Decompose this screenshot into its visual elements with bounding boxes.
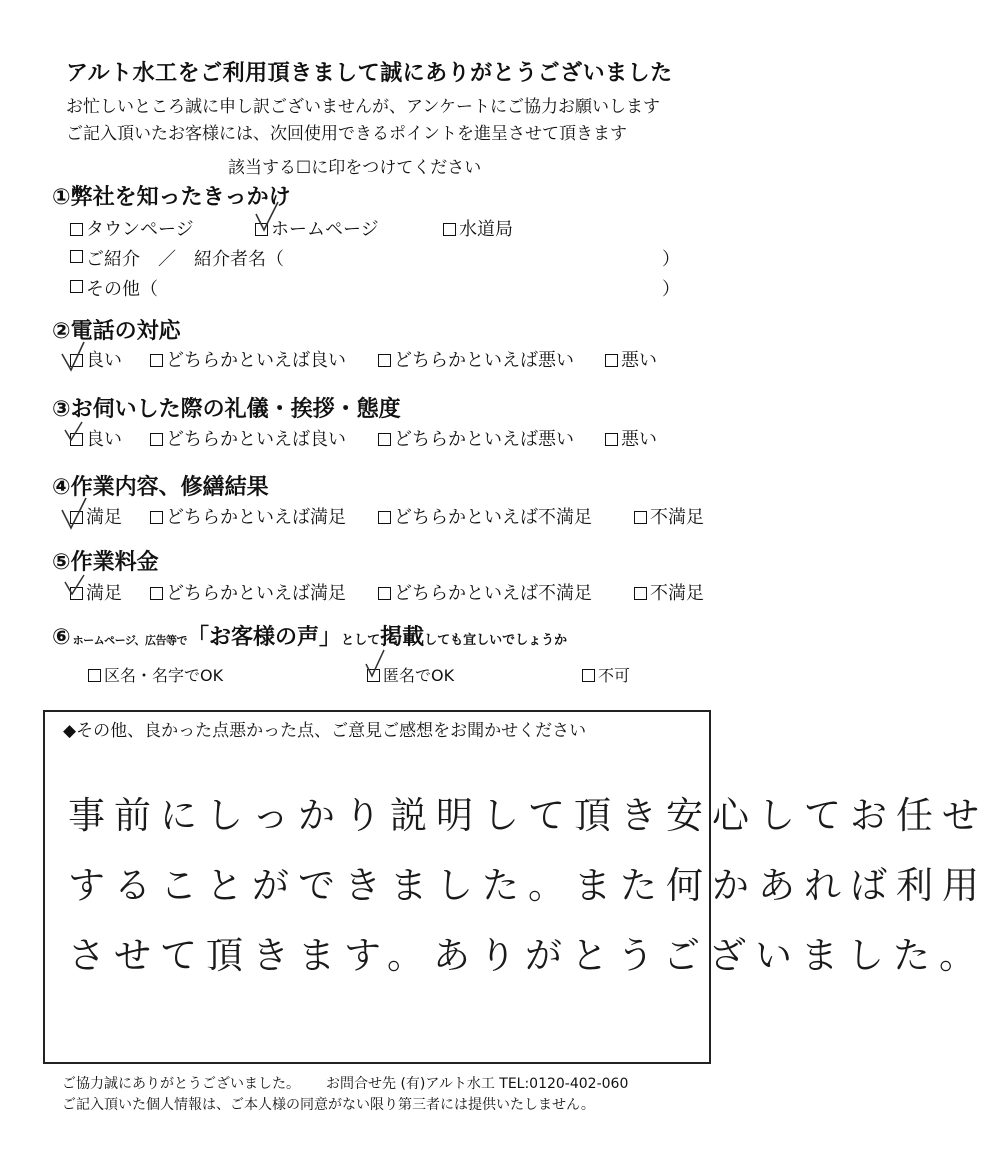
q4-option-fairly-unsatisfied[interactable]: どちらかといえば不満足 xyxy=(378,503,592,529)
footer-thanks-contact: ご協力誠にありがとうございました。 お問合せ先 (有)アルト水工 TEL:0120-402-060 xyxy=(62,1076,629,1092)
q2-option-good[interactable]: 良い xyxy=(70,346,122,372)
q6-option-not-allowed[interactable]: 不可 xyxy=(582,663,630,686)
q5-option-fairly-satisfied[interactable]: どちらかといえば満足 xyxy=(150,579,346,605)
q4-option-unsatisfied[interactable]: 不満足 xyxy=(634,503,704,529)
q3-option-bad[interactable]: 悪い xyxy=(605,425,657,451)
handwritten-line-1: 事前にしっかり説明して頂き安心してお任せ xyxy=(68,794,988,837)
q6-option-name-ok[interactable]: 区名・名字でOK xyxy=(88,663,223,686)
q2-title: ②電話の対応 xyxy=(52,319,181,344)
checkmark-icon xyxy=(58,336,92,374)
referral-name-field[interactable] xyxy=(284,245,662,271)
checkbox[interactable] xyxy=(88,669,101,682)
checkbox[interactable] xyxy=(378,433,391,446)
q1-option-townpage[interactable]: タウンページ xyxy=(70,215,194,241)
checkbox[interactable] xyxy=(70,250,83,263)
checkbox[interactable] xyxy=(378,587,391,600)
q5-title: ⑤作業料金 xyxy=(52,550,159,575)
checkbox[interactable] xyxy=(582,669,595,682)
checkmark-icon xyxy=(58,494,92,534)
checkbox[interactable] xyxy=(150,433,163,446)
q2-option-bad[interactable]: 悪い xyxy=(605,346,657,372)
q1-option-homepage[interactable]: ホームページ xyxy=(255,215,379,241)
q2-option-fairly-good[interactable]: どちらかといえば良い xyxy=(150,346,346,372)
checkmark-icon xyxy=(62,418,86,444)
q4-option-satisfied[interactable]: 満足 xyxy=(70,503,122,529)
footer-privacy: ご記入頂いた個人情報は、ご本人様の同意がない限り第三者には提供いたしません。 xyxy=(62,1097,595,1113)
q6-title: ⑥ ホームページ、広告等で 「お客様の声」 として 掲載 しても宜しいでしょうか xyxy=(52,625,568,650)
survey-points-note: ご記入頂いたお客様には、次回使用できるポイントを進呈させて頂きます xyxy=(66,124,627,144)
q5-option-fairly-unsatisfied[interactable]: どちらかといえば不満足 xyxy=(378,579,592,605)
q3-option-fairly-bad[interactable]: どちらかといえば悪い xyxy=(378,425,574,451)
q1-title: ①弊社を知ったきっかけ xyxy=(52,185,291,210)
checkbox[interactable] xyxy=(70,223,83,236)
handwritten-line-3: させて頂きます。ありがとうございました。 xyxy=(68,934,986,977)
survey-title: アルト水工をご利用頂きまして誠にありがとうございました xyxy=(66,61,673,86)
q1-option-referral[interactable]: ご紹介 ／ 紹介者名（ ） xyxy=(70,245,680,271)
q4-title: ④作業内容、修繕結果 xyxy=(52,475,269,500)
other-field[interactable] xyxy=(158,275,662,301)
checkbox[interactable] xyxy=(378,511,391,524)
q3-option-fairly-good[interactable]: どちらかといえば良い xyxy=(150,425,346,451)
q5-option-unsatisfied[interactable]: 不満足 xyxy=(634,579,704,605)
q2-option-fairly-bad[interactable]: どちらかといえば悪い xyxy=(378,346,574,372)
checkbox[interactable] xyxy=(150,587,163,600)
checkbox[interactable] xyxy=(605,433,618,446)
q6-option-anonymous-ok[interactable]: 匿名でOK xyxy=(367,663,454,686)
checkmark-icon xyxy=(250,198,284,238)
checkmark-icon xyxy=(360,646,390,682)
q4-option-fairly-satisfied[interactable]: どちらかといえば満足 xyxy=(150,503,346,529)
checkbox[interactable] xyxy=(605,354,618,367)
survey-instruction: 該当する☐に印をつけてください xyxy=(228,158,482,178)
checkmark-icon xyxy=(62,572,88,598)
checkbox[interactable] xyxy=(150,354,163,367)
comments-prompt: ◆その他、良かった点悪かった点、ご意見ご感想をお聞かせください xyxy=(63,721,587,741)
checkbox[interactable] xyxy=(443,223,456,236)
q1-option-other[interactable]: その他（ ） xyxy=(70,275,680,301)
checkbox[interactable] xyxy=(150,511,163,524)
q1-option-water-bureau[interactable]: 水道局 xyxy=(443,215,513,241)
q5-option-satisfied[interactable]: 満足 xyxy=(70,579,122,605)
checkbox[interactable] xyxy=(634,511,647,524)
handwritten-line-2: することができました。また何かあれば利用 xyxy=(68,864,988,907)
q3-title: ③お伺いした際の礼儀・挨拶・態度 xyxy=(52,397,401,422)
checkbox[interactable] xyxy=(634,587,647,600)
q3-option-good[interactable]: 良い xyxy=(70,425,122,451)
checkbox[interactable] xyxy=(70,280,83,293)
checkbox[interactable] xyxy=(378,354,391,367)
survey-request: お忙しいところ誠に申し訳ございませんが、アンケートにご協力お願いします xyxy=(66,97,660,117)
